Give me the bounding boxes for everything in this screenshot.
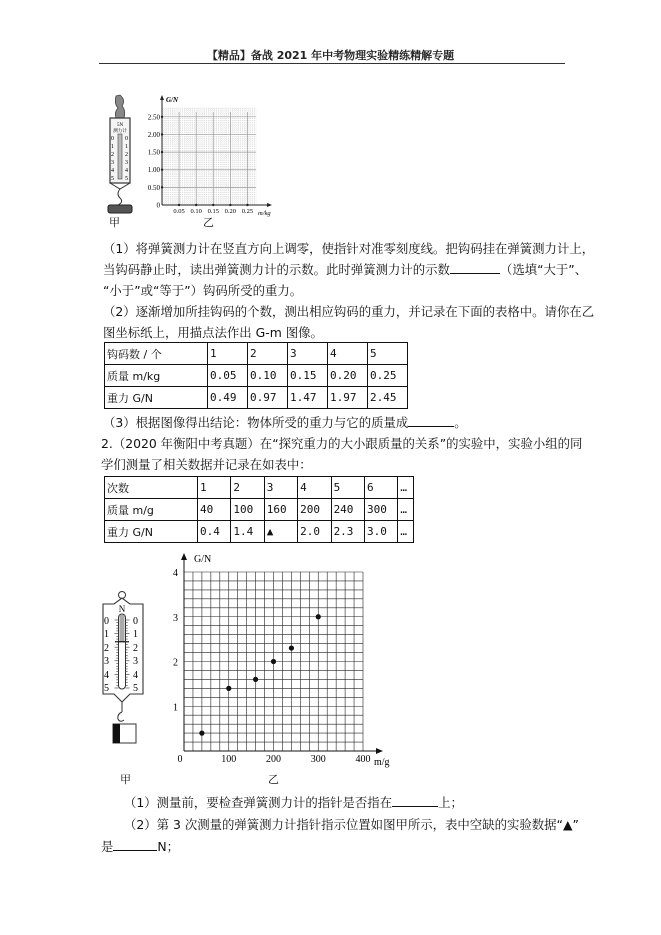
q1-p2-line2: 图坐标纸上，用描点法作出 G-m 图像。 xyxy=(103,325,323,340)
svg-text:2: 2 xyxy=(125,152,128,158)
data-point xyxy=(253,677,258,682)
chart-g-m-g xyxy=(168,550,398,768)
svg-text:0: 0 xyxy=(111,136,114,142)
table-cell: 2.0 xyxy=(298,521,331,543)
q1-p1-line2b: （选填“大于”、 xyxy=(499,262,588,277)
x-axis-arrow-icon xyxy=(376,748,383,754)
q2-data-table xyxy=(104,476,414,543)
q1-p1-line2a: 当钩码静止时，读出弹簧测力计的示数。此时弹簧测力计的示数 xyxy=(103,262,450,277)
hook xyxy=(118,189,122,205)
svg-text:3: 3 xyxy=(104,656,109,667)
figure1-label-yi: 乙 xyxy=(203,216,214,229)
svg-text:4: 4 xyxy=(104,670,109,681)
data-point xyxy=(316,614,321,619)
table-cell: … xyxy=(398,477,414,499)
table-cell: 0.10 xyxy=(248,365,288,387)
x-tick-label: 0.25 xyxy=(241,208,254,215)
y-tick-label: 2.50 xyxy=(147,113,160,122)
answer-blank-2[interactable] xyxy=(408,414,454,427)
x-tick-label: 200 xyxy=(266,754,281,765)
q2-s1b: 上； xyxy=(438,795,463,810)
table-row xyxy=(105,477,414,499)
table-cell: 重力 G/N xyxy=(105,521,198,543)
y-tick-mark xyxy=(161,133,163,135)
x-axis-arrow-icon xyxy=(267,203,272,207)
y-tick-label: 3 xyxy=(173,612,178,624)
table-cell: 240 xyxy=(331,499,364,521)
table-cell: 200 xyxy=(298,499,331,521)
svg-text:0: 0 xyxy=(125,136,128,142)
svg-text:1: 1 xyxy=(133,629,138,640)
svg-text:3: 3 xyxy=(125,160,128,166)
svg-text:5: 5 xyxy=(125,176,128,182)
svg-text:1: 1 xyxy=(111,144,114,150)
figure2-label-yi: 乙 xyxy=(268,773,279,786)
table-cell: 1 xyxy=(198,477,231,499)
scale-unit-text: N xyxy=(118,604,126,614)
table-cell: 2 xyxy=(248,343,288,365)
x-tick-label: 0.05 xyxy=(173,208,185,215)
x-tick-mark xyxy=(195,204,197,206)
table-cell: 4 xyxy=(298,477,331,499)
table-cell: 质量 m/g xyxy=(105,499,198,521)
svg-text:3: 3 xyxy=(133,656,138,667)
table-cell: 3 xyxy=(288,343,328,365)
x-tick-mark xyxy=(246,204,248,206)
q1-p1-line3: “小于”或“等于”）钩码所受的重力。 xyxy=(103,283,303,298)
svg-text:4: 4 xyxy=(133,670,138,681)
spring-scale-figure-1 xyxy=(100,92,140,227)
x-tick-mark xyxy=(229,204,231,206)
scale-unit-text-1: 5N xyxy=(116,123,124,128)
svg-text:2: 2 xyxy=(104,643,109,654)
data-point xyxy=(226,686,231,691)
scale-tube xyxy=(118,134,122,179)
x-tick-mark xyxy=(212,204,214,206)
q2-s2b: 是 xyxy=(101,839,114,854)
q2-intro-line2: 学们测量了相关数据并记录在如表中： xyxy=(101,457,312,472)
table-cell: 2.3 xyxy=(331,521,364,543)
y-tick-label: 2 xyxy=(173,657,178,669)
table-row xyxy=(105,343,408,365)
q1-p3a: （3）根据图像得出结论：物体所受的重力与它的质量成 xyxy=(103,415,409,430)
q2-intro-line1: 2.（2020 年衡阳中考真题）在“探究重力的大小跟质量的关系”的实验中，实验小组的同 xyxy=(101,436,583,451)
svg-text:5: 5 xyxy=(111,176,114,182)
table-cell: 300 xyxy=(364,499,397,521)
table-cell: … xyxy=(398,499,414,521)
y-tick-label: 4 xyxy=(173,568,178,579)
table-row xyxy=(105,365,408,387)
y-tick-mark xyxy=(161,186,163,188)
y-tick-label: 0 xyxy=(156,201,160,210)
table-cell: 2 xyxy=(231,477,264,499)
x-tick-label: 0.10 xyxy=(190,208,202,215)
table-row xyxy=(105,521,414,543)
table-cell: 0.20 xyxy=(328,365,368,387)
header-rule xyxy=(99,63,565,64)
hand-icon xyxy=(115,95,124,118)
scale-name-text: 测力计 xyxy=(113,128,127,133)
table-cell: 2.45 xyxy=(368,387,408,409)
hook xyxy=(118,712,124,721)
table-cell: 0.49 xyxy=(208,387,248,409)
y-axis-arrow-icon xyxy=(181,553,187,560)
y-axis-arrow-icon xyxy=(160,95,164,100)
q1-p2-line1: （2）逐渐增加所挂钩码的个数，测出相应钩码的重力，并记录在下面的表格中。请你在乙 xyxy=(103,304,595,319)
weight-block xyxy=(108,205,132,213)
page-header-title: 【精品】备战 2021 年中考物理实验精练精解专题 xyxy=(206,49,455,62)
q1-p3b: 。 xyxy=(454,415,467,430)
x-tick-label: 300 xyxy=(310,754,326,765)
y-tick-label: 1.00 xyxy=(147,166,160,175)
y-tick-label: 2.00 xyxy=(147,130,160,139)
answer-blank-1[interactable] xyxy=(450,261,500,274)
q1-p1-line2 xyxy=(103,259,588,280)
x-tick-label: 0.15 xyxy=(207,208,219,215)
q1-p3 xyxy=(103,412,573,433)
table-cell: 质量 m/kg xyxy=(105,365,208,387)
table-cell: 1.47 xyxy=(288,387,328,409)
svg-text:0: 0 xyxy=(104,616,109,627)
svg-text:4: 4 xyxy=(111,168,114,174)
svg-text:0: 0 xyxy=(133,616,138,627)
figure2-label-jia: 甲 xyxy=(120,773,131,786)
y-tick-label: 1 xyxy=(173,702,178,714)
spring-scale-figure-2 xyxy=(100,590,160,750)
table-cell: … xyxy=(398,521,414,543)
table-row xyxy=(105,499,414,521)
svg-text:5: 5 xyxy=(104,683,109,694)
q1-p1-line1: （1）将弹簧测力计在竖直方向上调零，使指针对准零刻度线。把钩码挂在弹簧测力计上， xyxy=(103,241,595,256)
x-tick-mark xyxy=(178,204,180,206)
data-point xyxy=(271,659,276,664)
y-tick-mark xyxy=(161,169,163,171)
data-point xyxy=(289,645,294,650)
q2-s1 xyxy=(124,792,594,813)
figure1-label-jia: 甲 xyxy=(109,216,120,229)
table-cell: 0.4 xyxy=(198,521,231,543)
table-cell: 5 xyxy=(368,343,408,365)
svg-text:2: 2 xyxy=(133,643,138,654)
y-axis-label: G/N xyxy=(194,554,212,565)
table-cell-missing-value: ▲ xyxy=(264,521,297,543)
scale-spring-fill xyxy=(120,615,125,642)
x-tick-label: 0 xyxy=(177,754,183,765)
table-cell: 0.97 xyxy=(248,387,288,409)
table-cell: 5 xyxy=(331,477,364,499)
y-tick-mark xyxy=(161,116,163,118)
table-cell: 4 xyxy=(328,343,368,365)
x-tick-label: 400 xyxy=(355,754,371,765)
table-cell: 100 xyxy=(231,499,264,521)
q1-data-table xyxy=(104,342,408,409)
table-cell: 160 xyxy=(264,499,297,521)
y-axis-label: G/N xyxy=(166,96,179,104)
answer-blank-4[interactable] xyxy=(113,838,157,851)
y-tick-label: 0.50 xyxy=(147,183,160,192)
q2-s2a: （2）第 3 次测量的弹簧测力计指针指示位置如图甲所示，表中空缺的实验数据“▲” xyxy=(124,817,579,832)
svg-text:5: 5 xyxy=(133,683,138,694)
q2-s2c: N； xyxy=(157,839,180,854)
table-cell: 钩码数 / 个 xyxy=(105,343,208,365)
x-axis-label: m/g xyxy=(374,757,390,768)
x-axis-label: m/kg xyxy=(258,210,271,217)
q2-s1a: （1）测量前，要检查弹簧测力计的指针是否指在 xyxy=(124,795,393,810)
svg-text:2: 2 xyxy=(111,152,114,158)
table-row xyxy=(105,387,408,409)
table-cell: 3 xyxy=(264,477,297,499)
table-cell: 1.4 xyxy=(231,521,264,543)
table-cell: 次数 xyxy=(105,477,198,499)
table-cell: 3.0 xyxy=(364,521,397,543)
x-tick-label: 100 xyxy=(221,754,237,765)
answer-blank-3[interactable] xyxy=(392,794,438,807)
y-tick-label: 1.50 xyxy=(147,148,160,157)
y-tick-mark xyxy=(161,151,163,153)
svg-text:1: 1 xyxy=(104,629,109,640)
weight-block-dark xyxy=(113,724,120,743)
table-cell: 1 xyxy=(208,343,248,365)
data-point xyxy=(199,731,204,736)
table-cell: 重力 G/N xyxy=(105,387,208,409)
x-tick-label: 0.20 xyxy=(224,208,237,215)
table-cell: 1.97 xyxy=(328,387,368,409)
svg-text:3: 3 xyxy=(111,160,114,166)
svg-text:4: 4 xyxy=(125,168,128,174)
table-cell: 6 xyxy=(364,477,397,499)
table-cell: 0.25 xyxy=(368,365,408,387)
table-cell: 40 xyxy=(198,499,231,521)
table-cell: 0.15 xyxy=(288,365,328,387)
q2-s2-line2 xyxy=(101,836,571,857)
chart-g-m-kg xyxy=(147,92,280,227)
svg-text:1: 1 xyxy=(125,144,128,150)
table-cell: 0.05 xyxy=(208,365,248,387)
